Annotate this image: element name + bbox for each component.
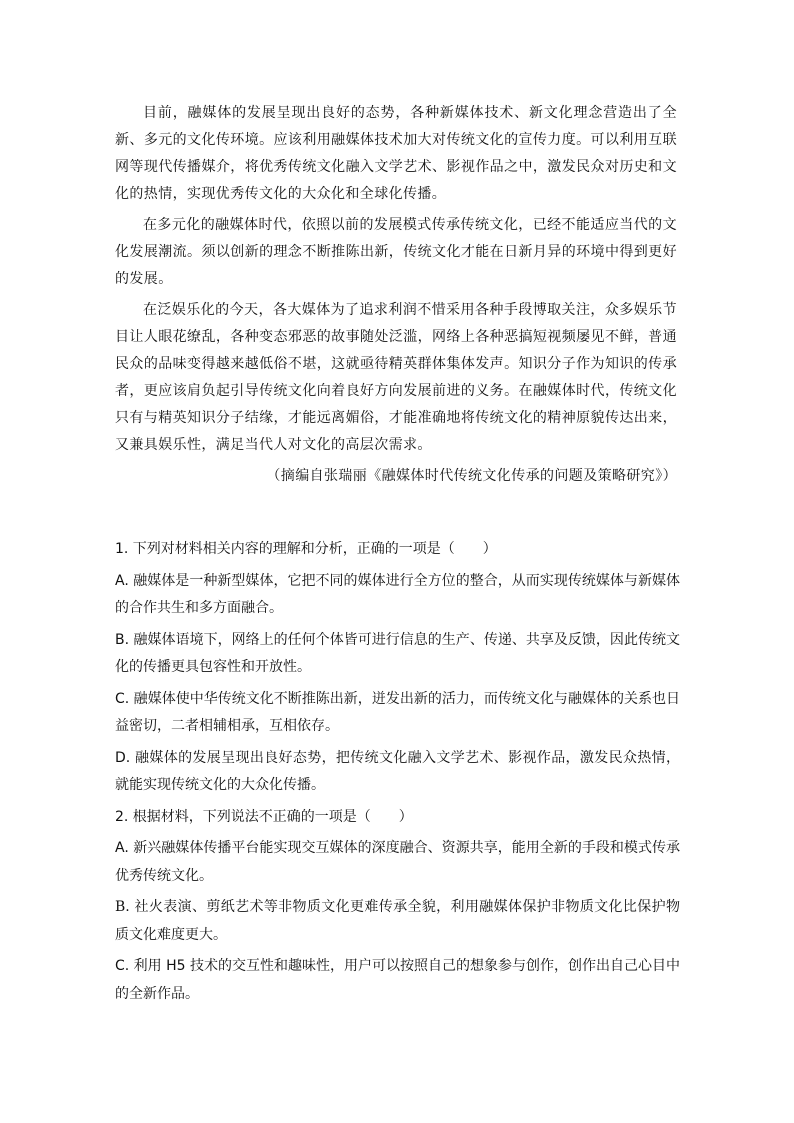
question-2 bbox=[115, 804, 680, 1009]
question-1-option-b: B. 融媒体语境下，网络上的任何个体皆可进行信息的生产、传递、共享及反馈，因此传统文化的传播更具包容性和开放性。 bbox=[115, 631, 680, 675]
question-2-stem: 2. 根据材料，下列说法不正确的一项是（ ） bbox=[115, 808, 413, 825]
question-1-option-c: C. 融媒体使中华传统文化不断推陈出新，迸发出新的活力，而传统文化与融媒体的关系也日益密切，二者相辅相承，互相依存。 bbox=[115, 690, 680, 734]
passage-paragraph-1: 目前，融媒体的发展呈现出良好的态势，各种新媒体技术、新文化理念营造出了全新、多元的文化传环境。应该利用融媒体技术加大对传统文化的宣传力度。可以利用互联网等现代传播媒介，将优秀传统文化融入文学艺术、影视作品之中，激发民众对历史和文化的热情，实现优秀传文化的大众化和全球化传播。 bbox=[115, 105, 677, 202]
question-1-option-a: A. 融媒体是一种新型媒体，它把不同的媒体进行全方位的整合，从而实现传统媒体与新媒体的合作共生和多方面融合。 bbox=[115, 572, 680, 616]
question-2-option-a: A. 新兴融媒体传播平台能实现交互媒体的深度融合、资源共享，能用全新的手段和模式传承优秀传统文化。 bbox=[115, 840, 680, 884]
question-2-option-b: B. 社火表演、剪纸艺术等非物质文化更难传承全貌，利用融媒体保护非物质文化比保护物质文化难度更大。 bbox=[115, 899, 680, 943]
passage-source-citation: （摘编自张瑞丽《融媒体时代传统文化传承的问题及策略研究》） bbox=[266, 468, 677, 484]
question-1-option-d: D. 融媒体的发展呈现出良好态势，把传统文化融入文学艺术、影视作品，激发民众热情，就能实现传统文化的大众化传播。 bbox=[115, 749, 680, 793]
passage-paragraph-2: 在多元化的融媒体时代，依照以前的发展模式传承传统文化，已经不能适应当代的文化发展潮流。须以创新的理念不断推陈出新，传统文化才能在日新月异的环境中得到更好的发展。 bbox=[115, 217, 677, 287]
question-1 bbox=[115, 536, 680, 800]
reading-passage bbox=[115, 100, 677, 494]
question-list bbox=[115, 536, 680, 1012]
question-2-option-c: C. 利用 H5 技术的交互性和趣味性，用户可以按照自己的想象参与创作，创作出自己心目中的全新作品。 bbox=[115, 958, 681, 1002]
question-1-stem: 1. 下列对材料相关内容的理解和分析，正确的一项是（ ） bbox=[115, 541, 497, 557]
passage-paragraph-3: 在泛娱乐化的今天，各大媒体为了追求利润不惜采用各种手段博取关注，众多娱乐节目让人眼花缭乱，各种变态邪恶的故事随处泛滥，网络上各种恶搞短视频屡见不鲜，普通民众的品味变得越来越低俗不堪，这就亟待精英群体集体发声。知识分子作为知识的传承者，更应该肩负起引导传统文化向着良好方向发展前进的义务。在融媒体时代，传统文化只有与精英知识分子结缘，才能远离媚俗，才能准确地将传统文化的精神原貌传达出来，又兼具娱乐性，满足当代人对文化的高层次需求。 bbox=[115, 302, 677, 453]
